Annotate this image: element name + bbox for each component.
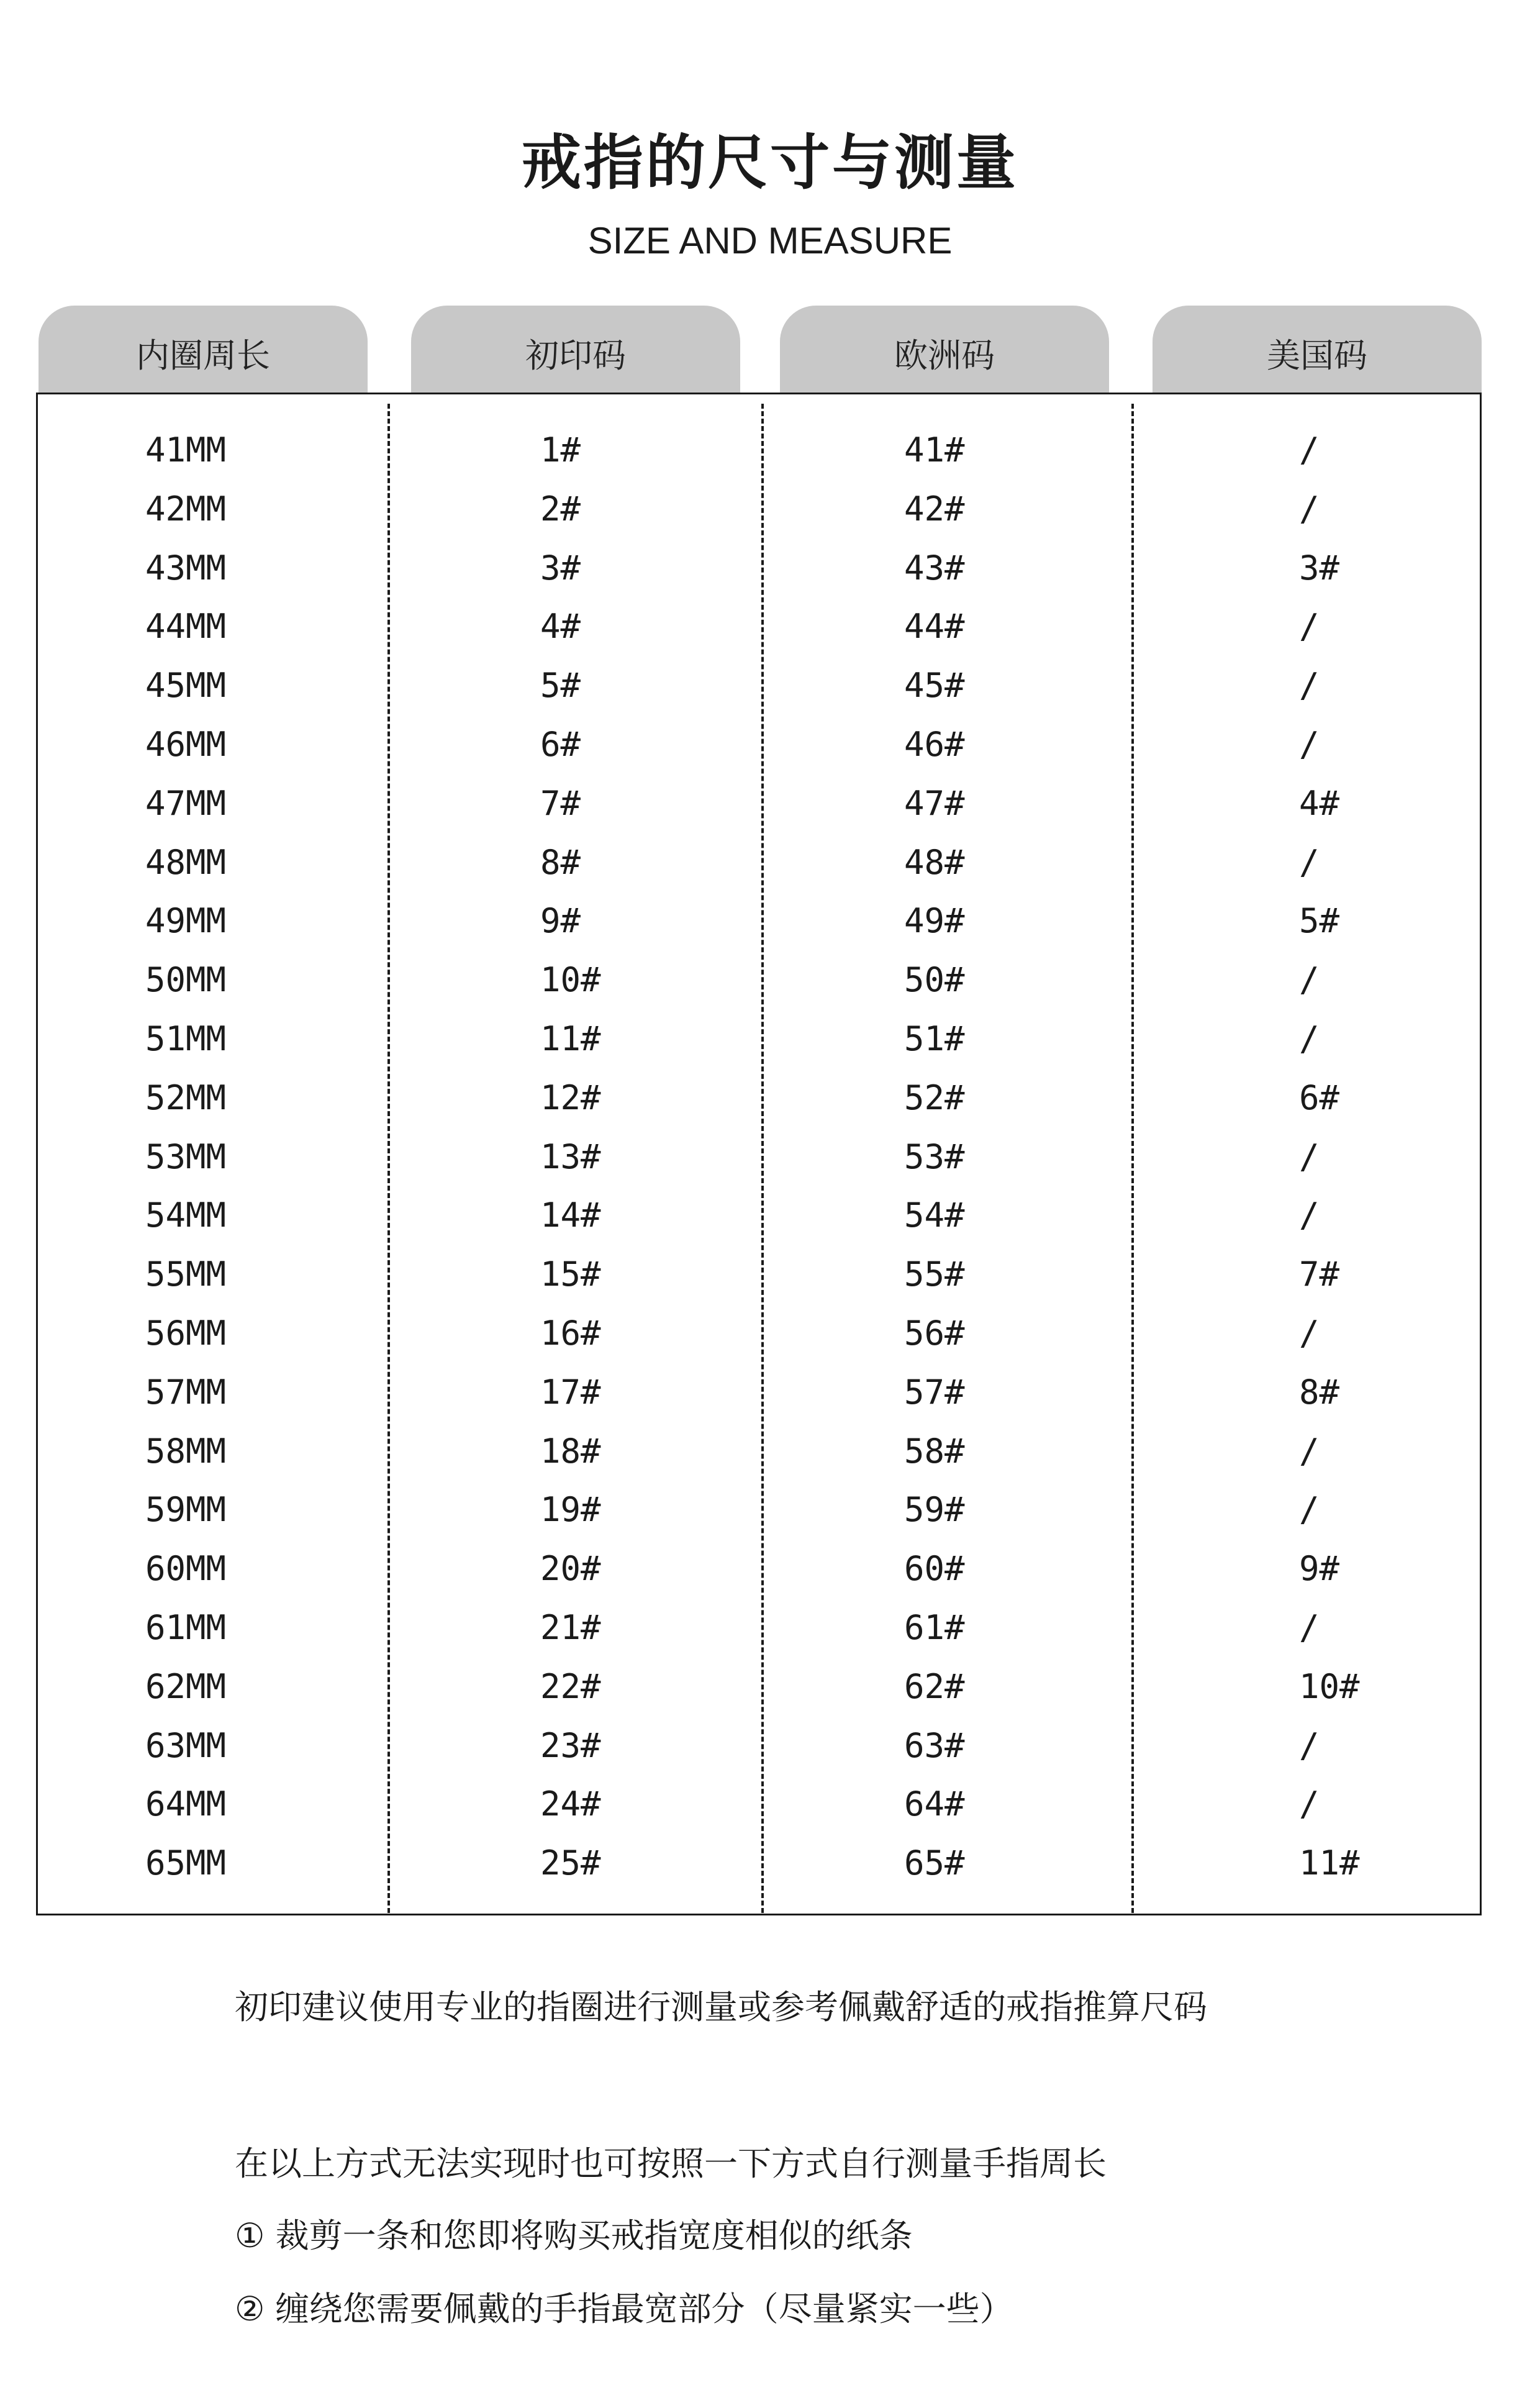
cell-us-size: 11#	[1299, 1843, 1360, 1883]
cell-us-size: 9#	[1299, 1549, 1340, 1589]
cell-chuyin-size: 2#	[540, 489, 581, 529]
cell-chuyin-size: 4#	[540, 607, 581, 647]
cell-eu-size: 61#	[904, 1608, 965, 1647]
cell-eu-size: 59#	[904, 1490, 965, 1530]
cell-inner-circumference: 64MM	[145, 1784, 227, 1824]
cell-inner-circumference: 57MM	[145, 1372, 227, 1412]
cell-us-size: /	[1299, 1196, 1320, 1235]
cell-chuyin-size: 25#	[540, 1843, 601, 1883]
column-header-inner-circumference: 内圈周长	[38, 306, 368, 394]
cell-us-size: 6#	[1299, 1078, 1340, 1117]
cell-eu-size: 46#	[904, 725, 965, 764]
page-subtitle: SIZE AND MEASURE	[587, 220, 953, 261]
cell-chuyin-size: 18#	[540, 1431, 601, 1471]
cell-inner-circumference: 56MM	[145, 1314, 227, 1353]
cell-chuyin-size: 7#	[540, 783, 581, 823]
cell-chuyin-size: 15#	[540, 1255, 601, 1294]
cell-chuyin-size: 16#	[540, 1314, 601, 1353]
cell-chuyin-size: 11#	[540, 1019, 601, 1058]
column-divider	[761, 404, 764, 1913]
cell-us-size: /	[1299, 960, 1320, 1000]
cell-chuyin-size: 22#	[540, 1666, 601, 1706]
cell-us-size: 8#	[1299, 1372, 1340, 1412]
cell-chuyin-size: 9#	[540, 901, 581, 941]
cell-eu-size: 41#	[904, 430, 965, 470]
cell-us-size: /	[1299, 1137, 1320, 1176]
cell-eu-size: 47#	[904, 783, 965, 823]
cell-chuyin-size: 13#	[540, 1137, 601, 1176]
step-two-text: ② 缠绕您需要佩戴的手指最宽部分（尽量紧实一些）	[235, 2289, 1013, 2328]
cell-us-size: /	[1299, 1314, 1320, 1353]
cell-inner-circumference: 53MM	[145, 1137, 227, 1176]
cell-chuyin-size: 5#	[540, 666, 581, 706]
cell-us-size: /	[1299, 1019, 1320, 1058]
cell-inner-circumference: 51MM	[145, 1019, 227, 1058]
cell-inner-circumference: 54MM	[145, 1196, 227, 1235]
cell-chuyin-size: 1#	[540, 430, 581, 470]
cell-chuyin-size: 19#	[540, 1490, 601, 1530]
cell-chuyin-size: 6#	[540, 725, 581, 764]
cell-us-size: /	[1299, 842, 1320, 882]
cell-chuyin-size: 14#	[540, 1196, 601, 1235]
cell-inner-circumference: 52MM	[145, 1078, 227, 1117]
cell-inner-circumference: 43MM	[145, 548, 227, 588]
cell-eu-size: 42#	[904, 489, 965, 529]
cell-inner-circumference: 48MM	[145, 842, 227, 882]
measure-advice-text: 初印建议使用专业的指圈进行测量或参考佩戴舒适的戒指推算尺码	[235, 1988, 1207, 2027]
cell-inner-circumference: 47MM	[145, 783, 227, 823]
cell-eu-size: 51#	[904, 1019, 965, 1058]
cell-chuyin-size: 3#	[540, 548, 581, 588]
cell-us-size: /	[1299, 1431, 1320, 1471]
cell-chuyin-size: 10#	[540, 960, 601, 1000]
cell-chuyin-size: 21#	[540, 1608, 601, 1647]
cell-eu-size: 60#	[904, 1549, 965, 1589]
column-divider	[387, 404, 390, 1913]
cell-us-size: /	[1299, 1608, 1320, 1647]
page-title: 戒指的尺寸与测量	[522, 128, 1018, 198]
cell-inner-circumference: 50MM	[145, 960, 227, 1000]
cell-us-size: /	[1299, 1784, 1320, 1824]
column-header-us-size: 美国码	[1153, 306, 1482, 394]
cell-inner-circumference: 46MM	[145, 725, 227, 764]
cell-eu-size: 56#	[904, 1314, 965, 1353]
column-divider	[1131, 404, 1134, 1913]
cell-inner-circumference: 60MM	[145, 1549, 227, 1589]
cell-eu-size: 48#	[904, 842, 965, 882]
cell-chuyin-size: 23#	[540, 1725, 601, 1765]
cell-inner-circumference: 59MM	[145, 1490, 227, 1530]
cell-eu-size: 55#	[904, 1255, 965, 1294]
cell-chuyin-size: 12#	[540, 1078, 601, 1117]
step-one-text: ① 裁剪一条和您即将购买戒指宽度相似的纸条	[235, 2216, 913, 2255]
column-header-chuyin-size: 初印码	[411, 306, 740, 394]
cell-chuyin-size: 8#	[540, 842, 581, 882]
cell-us-size: 10#	[1299, 1666, 1360, 1706]
cell-us-size: /	[1299, 1490, 1320, 1530]
cell-inner-circumference: 41MM	[145, 430, 227, 470]
cell-inner-circumference: 63MM	[145, 1725, 227, 1765]
size-table	[36, 393, 1482, 1915]
cell-eu-size: 43#	[904, 548, 965, 588]
cell-eu-size: 53#	[904, 1137, 965, 1176]
cell-chuyin-size: 20#	[540, 1549, 601, 1589]
alternative-method-text: 在以上方式无法实现时也可按照一下方式自行测量手指周长	[235, 2144, 1107, 2183]
cell-inner-circumference: 49MM	[145, 901, 227, 941]
cell-chuyin-size: 24#	[540, 1784, 601, 1824]
cell-eu-size: 65#	[904, 1843, 965, 1883]
cell-eu-size: 58#	[904, 1431, 965, 1471]
cell-eu-size: 50#	[904, 960, 965, 1000]
cell-inner-circumference: 58MM	[145, 1431, 227, 1471]
cell-us-size: /	[1299, 489, 1320, 529]
cell-eu-size: 63#	[904, 1725, 965, 1765]
cell-us-size: /	[1299, 607, 1320, 647]
cell-us-size: 4#	[1299, 783, 1340, 823]
cell-eu-size: 54#	[904, 1196, 965, 1235]
cell-eu-size: 52#	[904, 1078, 965, 1117]
cell-inner-circumference: 44MM	[145, 607, 227, 647]
cell-inner-circumference: 61MM	[145, 1608, 227, 1647]
cell-us-size: 5#	[1299, 901, 1340, 941]
cell-eu-size: 62#	[904, 1666, 965, 1706]
cell-chuyin-size: 17#	[540, 1372, 601, 1412]
cell-eu-size: 64#	[904, 1784, 965, 1824]
cell-us-size: /	[1299, 430, 1320, 470]
cell-inner-circumference: 42MM	[145, 489, 227, 529]
cell-eu-size: 44#	[904, 607, 965, 647]
cell-us-size: /	[1299, 666, 1320, 706]
cell-us-size: /	[1299, 1725, 1320, 1765]
cell-inner-circumference: 62MM	[145, 1666, 227, 1706]
cell-us-size: 3#	[1299, 548, 1340, 588]
cell-inner-circumference: 55MM	[145, 1255, 227, 1294]
cell-us-size: 7#	[1299, 1255, 1340, 1294]
cell-us-size: /	[1299, 725, 1320, 764]
cell-eu-size: 57#	[904, 1372, 965, 1412]
cell-inner-circumference: 45MM	[145, 666, 227, 706]
cell-inner-circumference: 65MM	[145, 1843, 227, 1883]
column-header-eu-size: 欧洲码	[780, 306, 1109, 394]
cell-eu-size: 45#	[904, 666, 965, 706]
cell-eu-size: 49#	[904, 901, 965, 941]
